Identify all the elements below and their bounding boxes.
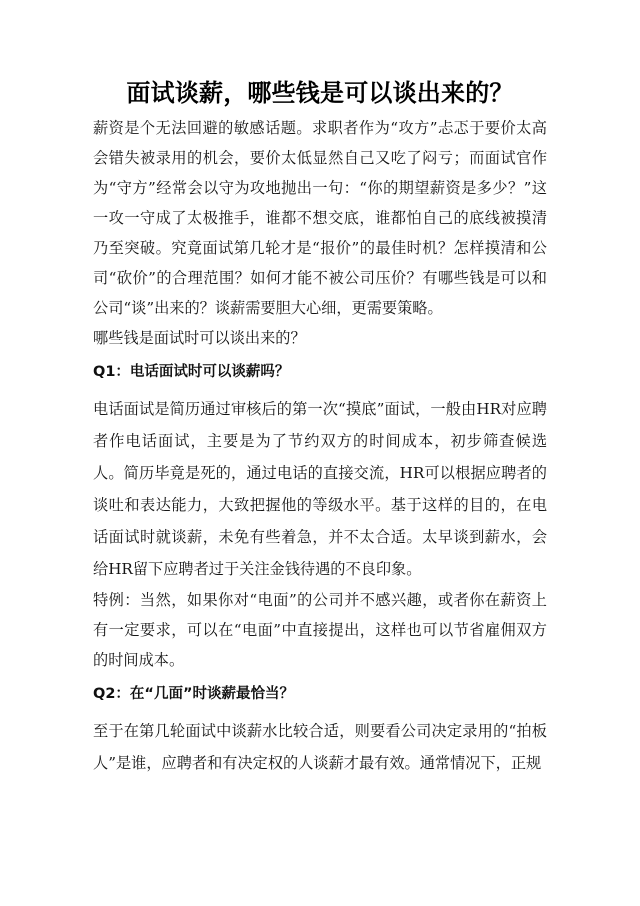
- document-body: [93, 113, 547, 779]
- intro-paragraph: 薪资是个无法回避的敏感话题。求职者作为“攻方”忐忑于要价太高会错失被录用的机会，要价太低显然自己又吃了闷亏；而面试官作为“守方”经常会以守为攻地抛出一句：“你的期望薪资是多少？”这一攻一守成了太极推手，谁都不想交底，谁都怕自己的底线被摸清乃至突破。究竟面试第几轮才是“报价”的最佳时机？怎样摸清和公司“砍价”的合理范围？如何才能不被公司压价？有哪些钱是可以和公司“谈”出来的？谈薪需要胆大心细，更需要策略。: [93, 119, 547, 317]
- q1-body-paragraph: 电话面试是简历通过审核后的第一次“摸底”面试，一般由HR对应聘者作电话面试，主要是为了节约双方的时间成本，初步筛查候选人。简历毕竟是死的，通过电话的直接交流，HR可以根据应聘者的谈吐和表达能力，大致把握他的等级水平。基于这样的目的，在电话面试时就谈薪，未免有些着急，并不太合适。太早谈到薪水，会给HR留下应聘者过于关注金钱待遇的不良印象。: [93, 400, 547, 578]
- document-title: 面试谈薪，哪些钱是可以谈出来的？: [126, 79, 514, 107]
- q1-special-paragraph: 特例：当然，如果你对“电面”的公司并不感兴趣，或者你在薪资上有一定要求，可以在“电面”中直接提出，这样也可以节省雇佣双方的时间成本。: [93, 591, 547, 669]
- q2-heading: Q2：在“几面”时谈薪最恰当？: [93, 686, 294, 702]
- q1-heading: Q1：电话面试时可以谈薪吗？: [93, 364, 290, 380]
- section-lead-paragraph: 哪些钱是面试时可以谈出来的？: [93, 329, 306, 347]
- q2-body-paragraph: 至于在第几轮面试中谈薪水比较合适，则要看公司决定录用的“拍板人”是谁，应聘者和有决定权的人谈薪才最有效。通常情况下，正规: [93, 722, 547, 772]
